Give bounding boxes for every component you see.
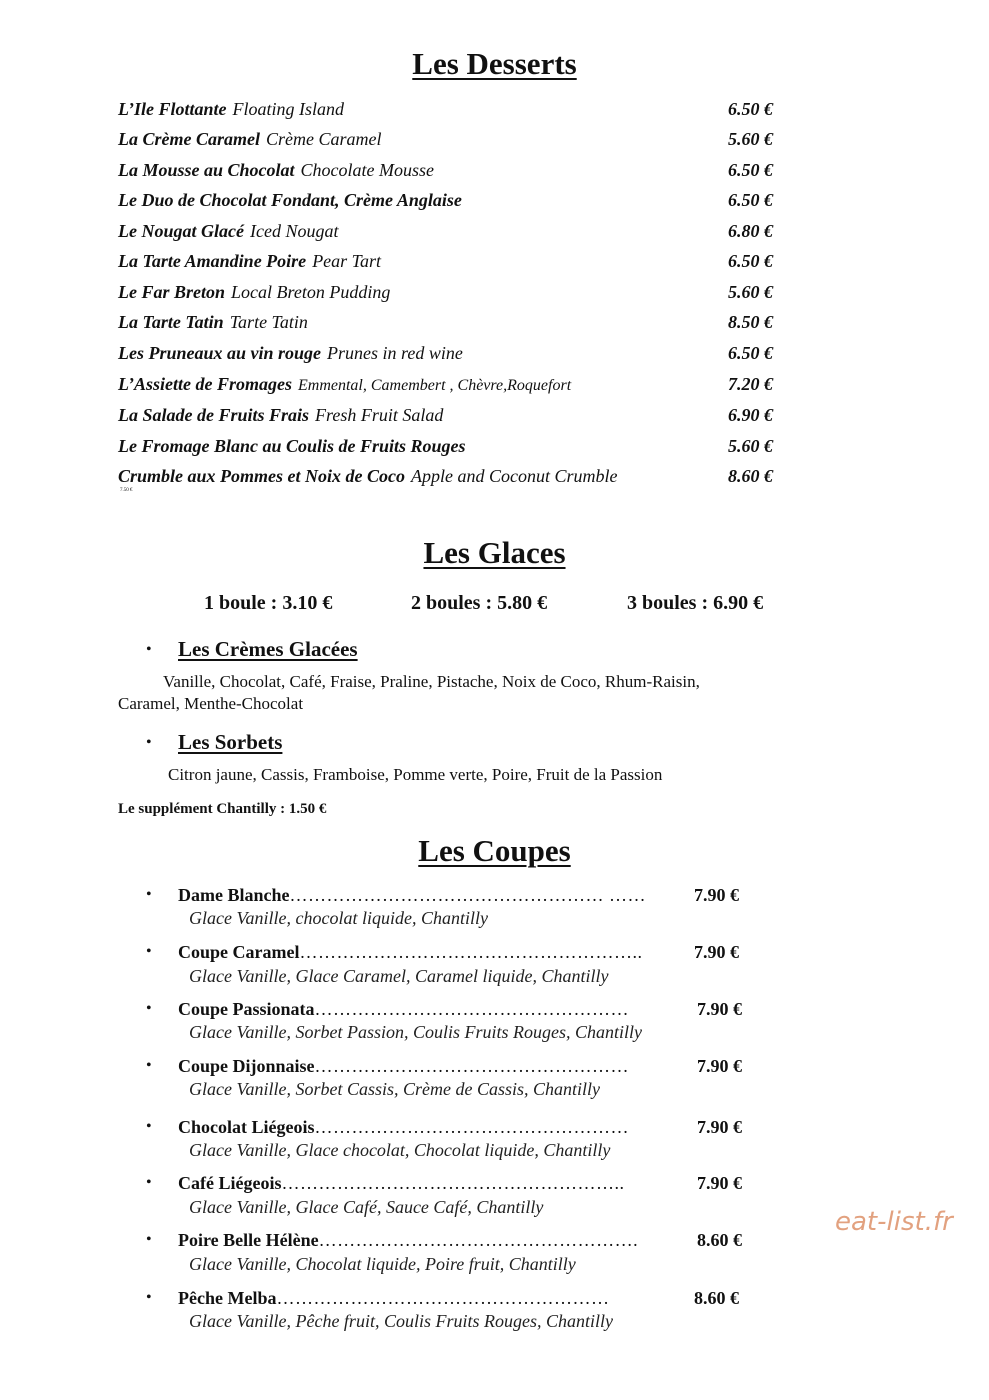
coupe-price: 7.90 € — [694, 942, 739, 962]
dessert-item: La Salade de Fruits Frais Fresh Fruit Salad 6.90 € — [118, 405, 773, 425]
coupe-price: 7.90 € — [697, 999, 742, 1019]
coupe-name: Dame Blanche…………………………………………… …… — [178, 885, 646, 905]
coupe-price: 8.60 € — [697, 1230, 742, 1250]
dessert-price: 5.60 € — [728, 436, 773, 456]
dessert-item: La Mousse au Chocolat Chocolate Mousse 6.50 € — [118, 160, 773, 180]
glaces-title: Les Glaces — [423, 535, 566, 570]
dessert-price: 6.50 € — [728, 160, 773, 180]
coupe-name: Café Liégeois……………………………………………….. — [178, 1173, 625, 1193]
coupe-description: Glace Vanille, Chocolat liquide, Poire fruit, Chantilly — [189, 1254, 576, 1274]
scoop-price-1: 1 boule : 3.10 € — [204, 592, 333, 614]
cremes-list-line2: Caramel, Menthe-Chocolat — [118, 694, 304, 713]
dessert-item: Le Duo de Chocolat Fondant, Crème Anglaise 6.50 € — [118, 190, 773, 210]
dessert-price: 6.50 € — [728, 99, 773, 119]
coupe-price: 8.60 € — [694, 1288, 739, 1308]
tiny-price-note: 7.50 € — [120, 488, 133, 493]
dessert-item: La Tarte Amandine Poire Pear Tart 6.50 € — [118, 251, 773, 271]
bullet-icon: • — [146, 1118, 152, 1135]
bullet-icon: • — [146, 886, 152, 903]
bullet-icon: • — [146, 734, 152, 751]
sorbets-list: Citron jaune, Cassis, Framboise, Pomme verte, Poire, Fruit de la Passion — [168, 765, 663, 784]
dessert-price: 5.60 € — [728, 129, 773, 149]
dessert-item: Le Far Breton Local Breton Pudding 5.60 € — [118, 282, 773, 302]
coupe-description: Glace Vanille, chocolat liquide, Chantilly — [189, 908, 488, 928]
coupe-description: Glace Vanille, Glace chocolat, Chocolat liquide, Chantilly — [189, 1140, 611, 1160]
dessert-price: 5.60 € — [728, 282, 773, 302]
coupe-description: Glace Vanille, Glace Caramel, Caramel liquide, Chantilly — [189, 966, 609, 986]
coupe-description: Glace Vanille, Glace Café, Sauce Café, Chantilly — [189, 1197, 544, 1217]
dessert-item: Le Fromage Blanc au Coulis de Fruits Rouges 5.60 € — [118, 436, 773, 456]
scoop-price-2: 2 boules : 5.80 € — [411, 592, 548, 614]
dessert-item: La Tarte Tatin Tarte Tatin 8.50 € — [118, 312, 773, 332]
dessert-item: L’Ile Flottante Floating Island 6.50 € — [118, 99, 773, 119]
bullet-icon: • — [146, 943, 152, 960]
coupe-name: Coupe Dijonnaise…………………………………………… — [178, 1056, 630, 1076]
desserts-title: Les Desserts — [412, 46, 577, 81]
coupe-name: Pêche Melba……………………………………………… — [178, 1288, 610, 1308]
bullet-icon: • — [146, 641, 152, 658]
dessert-price: 6.50 € — [728, 190, 773, 210]
coupe-name: Chocolat Liégeois…………………………………………… — [178, 1117, 629, 1137]
dessert-item: L’Assiette de Fromages Emmental, Camembert , Chèvre,Roquefort 7.20 € — [118, 374, 773, 394]
dessert-price: 7.20 € — [728, 374, 773, 394]
scoop-price-3: 3 boules : 6.90 € — [627, 592, 764, 614]
coupe-price: 7.90 € — [697, 1173, 742, 1193]
coupe-description: Glace Vanille, Pêche fruit, Coulis Fruits Rouges, Chantilly — [189, 1311, 613, 1331]
coupes-title: Les Coupes — [418, 833, 571, 868]
chantilly-supplement: Le supplément Chantilly : 1.50 € — [118, 801, 327, 817]
bullet-icon: • — [146, 1000, 152, 1017]
dessert-item: Le Nougat Glacé Iced Nougat 6.80 € — [118, 221, 773, 241]
coupe-name: Poire Belle Hélène……………………………………………. — [178, 1230, 639, 1250]
dessert-price: 8.60 € — [728, 466, 773, 486]
sorbets-title: Les Sorbets — [178, 730, 283, 754]
bullet-icon: • — [146, 1289, 152, 1306]
coupe-price: 7.90 € — [697, 1056, 742, 1076]
bullet-icon: • — [146, 1057, 152, 1074]
dessert-price: 6.80 € — [728, 221, 773, 241]
dessert-price: 6.50 € — [728, 343, 773, 363]
coupe-name: Coupe Caramel……………………………………………….. — [178, 942, 643, 962]
cremes-glacees-title: Les Crèmes Glacées — [178, 637, 358, 661]
dessert-price: 6.90 € — [728, 405, 773, 425]
cremes-list-line1: Vanille, Chocolat, Café, Fraise, Praline, Pistache, Noix de Coco, Rhum-Raisin, — [163, 672, 700, 691]
dessert-item: La Crème Caramel Crème Caramel 5.60 € — [118, 129, 773, 149]
coupe-price: 7.90 € — [697, 1117, 742, 1137]
coupe-name: Coupe Passionata…………………………………………… — [178, 999, 630, 1019]
coupe-price: 7.90 € — [694, 885, 739, 905]
coupe-description: Glace Vanille, Sorbet Cassis, Crème de Cassis, Chantilly — [189, 1079, 600, 1099]
bullet-icon: • — [146, 1231, 152, 1248]
dessert-price: 6.50 € — [728, 251, 773, 271]
watermark: eat-list.fr — [835, 1207, 953, 1237]
dessert-item: Crumble aux Pommes et Noix de Coco Apple and Coconut Crumble 8.60 € — [118, 466, 773, 486]
bullet-icon: • — [146, 1174, 152, 1191]
dessert-price: 8.50 € — [728, 312, 773, 332]
dessert-item: Les Pruneaux au vin rouge Prunes in red wine 6.50 € — [118, 343, 773, 363]
coupe-description: Glace Vanille, Sorbet Passion, Coulis Fruits Rouges, Chantilly — [189, 1022, 642, 1042]
